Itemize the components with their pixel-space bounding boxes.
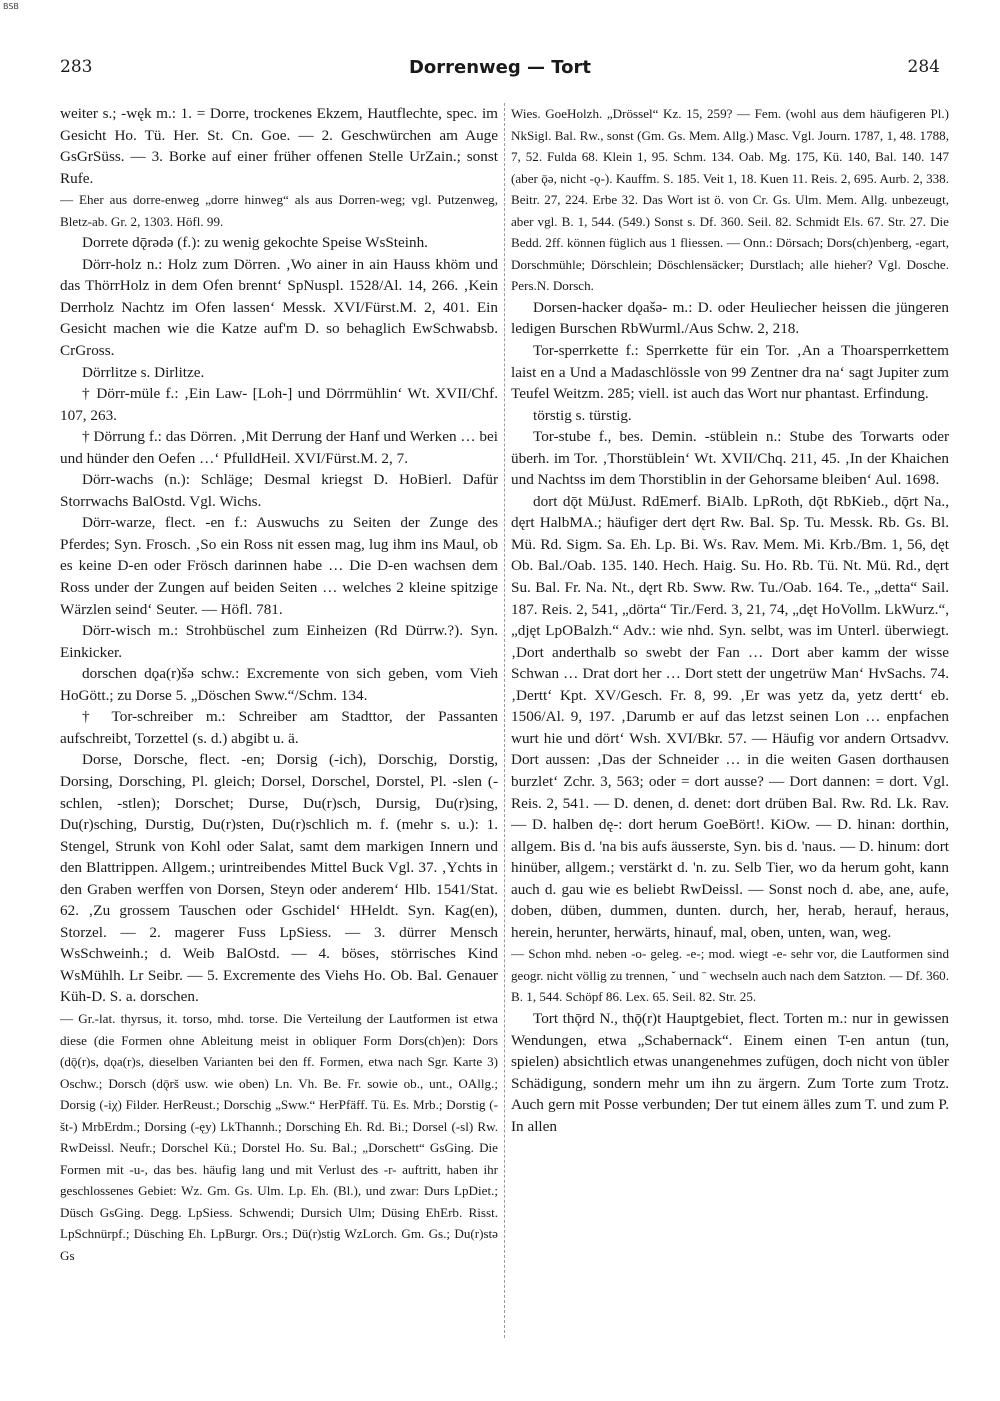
entry-continuation: weiter s.; -węk m.: 1. = Dorre, trockenes Ekzem, Hautflechte, spec. im Gesicht Ho. Tü. Her. St. Cn. Goe. — 2. Geschwürchen am Auge GsGrSüss. — 3. Borke auf einer früher offenen Stelle UrZain.; sonst Rufe. — [60, 105, 498, 187]
entry-dorsen-hacker: Dorsen-hacker dǫašə- m.: D. oder Heuliecher heissen die jüngeren ledigen Burschen RbWurml./Aus Schw. 2, 218. — [511, 298, 949, 338]
entry-dort: dort dǭt MüJust. RdEmerf. BiAlb. LpRoth, dǭt RbKieb., dǭrt Na., dęrt HalbMA.; häufiger dert dęrt Rw. Bal. Sp. Tu. Messk. Rb. Gs. Bl. Mü. Rd. Sigm. Sa. Eh. Lp. Bi. Ws. Rav. Mem. Mi. Krb./Bm. 1, 56, dęt Ob. Bal./Oab. 135. 140. Hech. Haig. Su. Ho. Rb. Tü. Nt. Mü. Rd., dęrt Su. Bal. Fr. Na. Nt., dęrt Rb. Sww. Rw. Tu./Oab. 164. Te., „detta“ Sail. 187. Reis. 2, 541, „dörta“ Tir./Ferd. 3, 21, 74, „dęt HoVollm. LkWurz.“, „djęt LpOBalzh.“ Adv.: wie nhd. Syn. selbt, was im Unterl. überwiegt. ‚Dort anderthalb so swebt der Fan … Dort aber kamm der wisse Schwan … Drat dort her … Dort stett der ungetrüw Man‘ HvSachs. 74. ‚Dertt‘ Kpt. XV/Gesch. Fr. 8, 99. ‚Er was yetz da, yetz dertt‘ eb. 1506/Al. 9, 197. ‚Darumb er auf das letzst seinen Lon … enpfachen wurt hie und dört‘ Wsh. XVI/Bkr. 57. — Häufig vor andern Ortsadvv. Dort aussen: ‚Das der Schneider … in die weiten Gasen dorthausen burzlet‘ Zchr. 3, 563; oder = dort ausse? — Dort dannen: = dort. Vgl. Reis. 2, 541. — D. denen, d. denet: dort drüben Bal. Rw. Rd. Lk. Rav. — D. halben dę-: dort herum GoeBört!. KiOw. — D. hinan: dorthin, allgem. Bis d. 'na bis aufs äusserste, Syn. bis d. 'naus. — D. hinum: dort hinüber, allgem.; verstärkt d. 'n. zu. Selb Tier, wo da herum goht, kann auch d. gau wie es beliebt RwDeissl. — Sonst noch d. abe, ane, aufe, doben, düben, dummen, dunten. durch, her, herab, herauf, heraus, herein, herunter, herwärts, hinauf, mal, oben, unten, wan, weg. — [511, 492, 949, 941]
entry-dorrete: Dorrete dǭrədə (f.): zu wenig gekochte Speise WsSteinh. — [82, 234, 428, 252]
entry-doerrlitze: Dörrlitze s. Dirlitze. — [82, 363, 205, 381]
library-stamp: BSB — [3, 2, 19, 11]
etymology-note: — Gr.-lat. thyrsus, it. torso, mhd. torse. Die Verteilung der Lautformen ist etwa diese (die Formen ohne Ableitung meist in obliquer Form Dors(ch)en): Dors (dǭ(r)s, dǫa(r)s, dieselben Varianten bei den ff. Formen, etwa nach Sgr. Karte 3) Oschw.; Dorsch (dǭrš usw. wie oben) Ln. Vh. Be. Fr. sowie ob., unt., OAllg.; Dorsig (-iχ) Filder. HerReust.; Dorschig „Sww.“ HerPfäff. Tü. Es. Mrb.; Dorstig (-št-) MrbErdm.; Dorsing (-ęy) LkThannh.; Dorsching Eh. Rd. Bi.; Dorsel (-sl) Rw. RwDeissl. Neufr.; Dorschel Kü.; Dorstel Ho. Su. Bal.; „Dorschett“ GsGing. Die Formen mit -u-, das bes. häufig lang und mit Verlust des -r- auftritt, haben ihr geschlossenes Gebiet: Wz. Gm. Gs. Ulm. Lp. Eh. (Bl.), und zwar: Durs LpDiet.; Düsch GsGing. Degg. LpSiess. Schwendi; Dursich Ulm; Düsing EhErb. Risst. LpSchnürpf.; Düsching Eh. LpBurgr. Ors.; Dü(r)stig WzLorch. Gm. Gs.; Du(r)stə Gs — [60, 1010, 498, 1263]
entry-doerr-warze: Dörr-warze, flect. -en f.: Auswuchs zu Seiten der Zunge des Pferdes; Syn. Frosch. ‚So ein Ross nit essen mag, lug ihm ins Maul, ob es keine D-en oder Frösch darinnen habe … Die D-en wachsen dem Ross under der Zungen auf beiden Seiten … welches 2 kleine spitzige Wärzlen seind‘ Seuter. — Höfl. 781. — [60, 514, 498, 618]
entry-tor-stube: Tor-stube f., bes. Demin. -stüblein n.: Stube des Torwarts oder überh. im Tor. ‚Thorstüblein‘ Wt. XVII/Chq. 211, 45. ‚In der Khaichen und Nachtss im dem Thorstiblin in der Gehorsame bleiben‘ Aul. 1698. — [511, 428, 949, 489]
entry-doerr-muele: † Dörr-müle f.: ‚Ein Law- [Loh-] und Dörrmühlin‘ Wt. XVII/Chf. 107, 263. — [60, 385, 498, 424]
entry-doerrung: † Dörrung f.: das Dörren. ‚Mit Derrung der Hanf und Werken … bei und hünder den Oefen …‘ PfulldHeil. XVI/Fürst.M. 2, 7. — [60, 428, 498, 467]
entry-tort: Tort thǭrd N., thǭ(r)t Hauptgebiet, flect. Torten m.: nur in gewissen Wendungen, etwa „Schabernack“. Einem einen T-en antun (tun, spielen) absichtlich etwas unangenehmes zufügen, doch nicht von übler Schädigung, sondern mehr um ihn zu ärgern. Zum Torte zum Trotz. Auch gern mit Posse verbunden; Der tut einem älles zum T. und zum P. In allen — [511, 1009, 949, 1135]
entry-doerr-wisch: Dörr-wisch m.: Strohbüschel zum Einheizen (Rd Dürrw.?). Syn. Einkicker. — [60, 622, 498, 661]
entry-tor-sperrkette: Tor-sperrkette f.: Sperrkette für ein Tor. ‚An a Thoarsperrkettem laist en a Und a Madaschlössle von 99 Zentner dra na‘ sagt Jupiter zum Teufel Weitzm. 285; viell. ist auch das Wort nur phantast. Erfindung. — [511, 342, 949, 403]
etymology-note: — Schon mhd. neben -o- geleg. -e-; mod. wiegt -e- sehr vor, die Lautformen sind geogr. nicht völlig zu trennen, ˘ und ˉ wechseln auch nach dem Satzton. — Df. 360. B. 1, 544. Schöpf 86. Lex. 65. Seil. 82. Str. 25. — [511, 946, 949, 1005]
page-number-left: 283 — [60, 57, 93, 77]
entry-tor-schreiber: † Tor-schreiber m.: Schreiber am Stadttor, der Passanten aufschreibt, Torzettel (s. d.) abgibt u. ä. — [60, 708, 498, 747]
etymology-note: — Eher aus dorre-enweg „dorre hinweg“ als aus Dorren-weg; vgl. Putzenweg, Bletz-ab. Gr. 2, 1303. Höfl. 99. — [60, 192, 498, 229]
etymology-note: Wies. GoeHolzh. „Drössel“ Kz. 15, 259? — Fem. (wohl aus dem häufigeren Pl.) NkSigl. Bal. Rw., sonst (Gm. Gs. Mem. Allg.) Masc. Vgl. Journ. 1787, 1, 48. 1788, 7, 52. Fulda 68. Klein 1, 95. Schm. 134. Oab. Mg. 175, Kü. 140, Bal. 140. 147 (aber ǭə, nicht -ǫ-). Kauffm. S. 185. Veit 1, 18. Kuen 11. Reis. 2, 695. Aurb. 2, 338. Beitr. 27, 224. Erbe 32. Das Wort ist ö. von Cr. Gs. Ulm. Mem. Allg. unbezeugt, aber vgl. B. 1, 544. (549.) Sonst s. Df. 360. Seil. 82. Schmidt Els. 67. Str. 27. Die Bedd. 2ff. können füglich aus 1 fliessen. — Onn.: Dörsach; Dors(ch)enberg, -egart, Dorschmühle; Dörschlein; Döschlensäcker; Durstlach; alle hieher? Vgl. Dosche. Pers.N. Dorsch. — [511, 106, 949, 294]
entry-doerr-wachs: Dörr-wachs (n.): Schläge; Desmal kriegst D. HoBierl. Dafür Storrwachs BalOstd. Vgl. Wichs. — [60, 471, 498, 510]
page-header — [60, 57, 940, 81]
entry-toerstig: törstig s. türstig. — [533, 406, 632, 424]
left-column — [60, 103, 498, 1338]
column-divider — [504, 103, 505, 1338]
page-number-right: 284 — [907, 57, 940, 77]
running-head: Dorrenweg — Tort — [408, 57, 592, 78]
entry-dorschen: dorschen dǫa(r)šə schw.: Excremente von sich geben, vom Vieh HoGött.; zu Dorse 5. „Döschen Sww.“/Schm. 134. — [60, 665, 498, 704]
right-column — [511, 103, 949, 1338]
entry-dorse: Dorse, Dorsche, flect. -en; Dorsig (-ich), Dorschig, Dorstig, Dorsing, Dorsching, Pl. gleich; Dorsel, Dorschel, Dorstel, Pl. -slen (-schlen, -stlen); Dorschet; Durse, Du(r)sch, Dursig, Du(r)sing, Du(r)sching, Durstig, Du(r)sten, Du(r)schlich m. f. (mehr s. u.): 1. Stengel, Strunk von Kohl oder Salat, samt dem markigen Innern und den Blattrippen. Allgem.; urintreibendes Mittel Buck Vgl. 37. ‚Ychts in den Graben werffen von Dorsen, Steyn oder anderem‘ Hlb. 1541/Stat. 62. ‚Zu grossem Tauschen oder Gschidel‘ HHeldt. Syn. Kag(en), Storzel. — 2. magerer Fuss LpSiess. — 3. dürrer Mensch WsSchweinh.; d. Weib BalOstd. — 4. böses, störrisches Kind WsMühlh. Lr Seibr. — 5. Excremente des Viehs Ho. Ob. Bal. Genauer Küh-D. S. a. dorschen. — [60, 751, 498, 1006]
entry-doerr-holz: Dörr-holz n.: Holz zum Dörren. ‚Wo ainer in ain Hauss khöm und das ThörrHolz in dem Ofen brennt‘ SpNuspl. 1528/Al. 14, 266. ‚Kein Derrholz Nachtz im Ofen lassen‘ Messk. XVI/Fürst.M. 2, 401. Ein Gesicht machen wie die Katze auf'm D. so behaglich EwSchwabsb. CrGross. — [60, 255, 498, 360]
